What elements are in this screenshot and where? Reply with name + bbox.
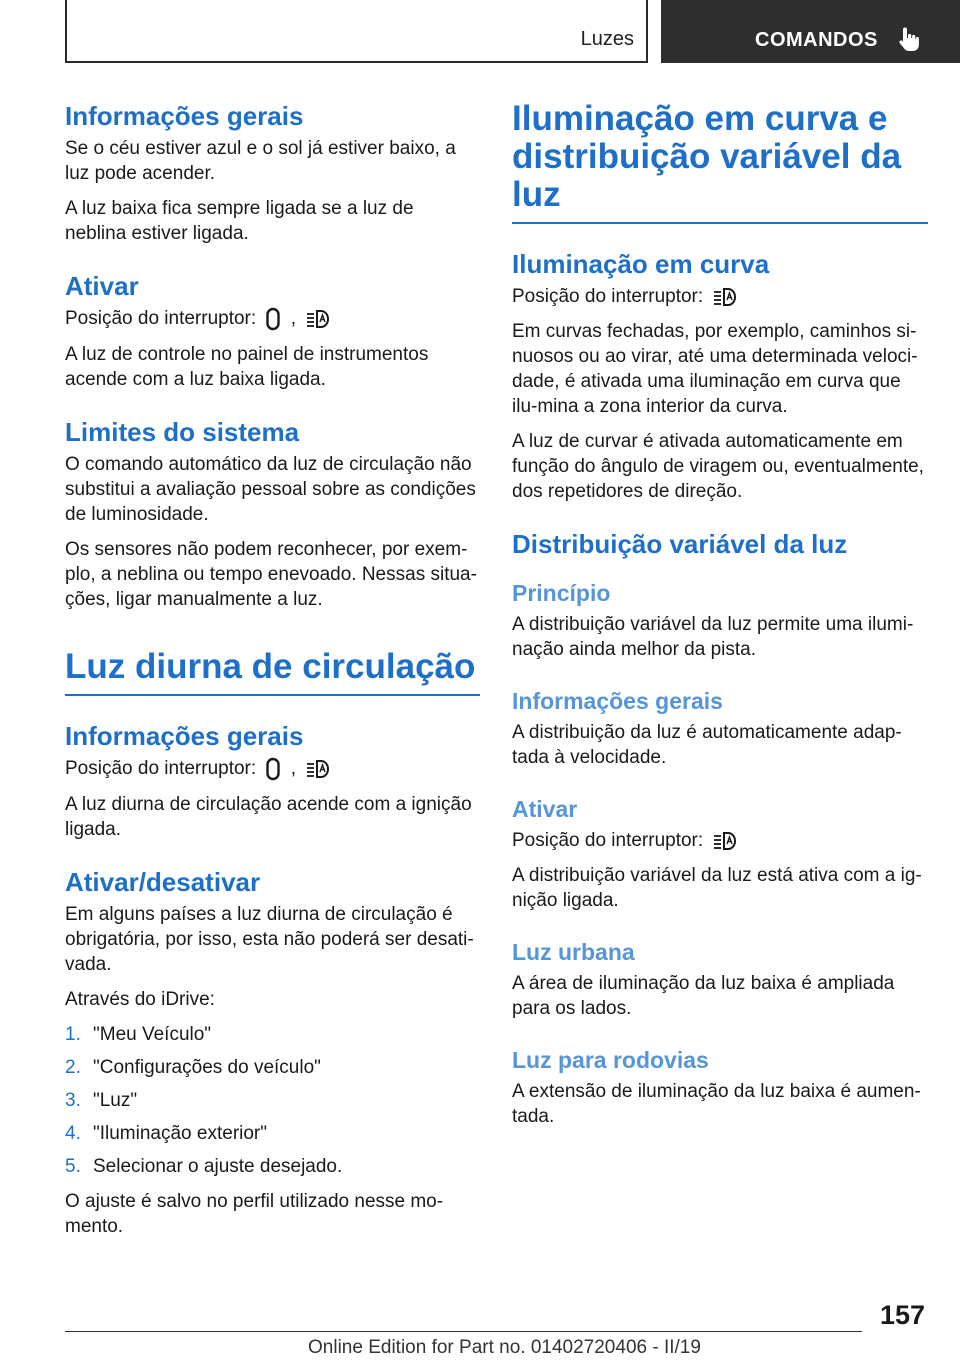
heading-system-limits: Limites do sistema	[65, 417, 300, 447]
auto-headlight-icon	[712, 829, 738, 853]
spacer	[512, 780, 928, 794]
auto-headlight-icon	[305, 757, 331, 781]
parking-light-icon	[265, 306, 281, 332]
paragraph: Em alguns países a luz diurna de circulação é obrigatória, por isso, esta não poderá ser desati-vada.	[65, 904, 474, 975]
paragraph: A luz diurna de circulação acende com a ignição ligada.	[65, 794, 472, 840]
spacer	[512, 514, 928, 528]
auto-headlight-icon	[305, 307, 331, 331]
spacer	[512, 1031, 928, 1045]
spacer	[65, 256, 480, 270]
heading-cornering-light: Iluminação em curva	[512, 249, 770, 279]
step-number: 3.	[65, 1090, 81, 1111]
paragraph-switch-position	[512, 284, 928, 309]
idrive-steps-list	[65, 1022, 480, 1179]
spacer	[512, 672, 928, 686]
header-section-title: Luzes	[580, 28, 634, 50]
switch-position-label: Posição do interruptor:	[65, 308, 257, 330]
step-number: 1.	[65, 1024, 81, 1045]
icon-separator: ,	[290, 308, 297, 330]
spacer	[512, 564, 928, 578]
paragraph: Se o céu estiver azul e o sol já estiver baixo, a luz pode acender.	[65, 138, 456, 184]
paragraph-switch-position	[65, 306, 480, 332]
switch-position-label: Posição do interruptor:	[65, 758, 257, 780]
heading-dist-info: Informações gerais	[512, 688, 723, 714]
paragraph: A luz de controle no painel de instrumentos acende com a luz baixa ligada.	[65, 344, 429, 390]
spacer	[65, 402, 480, 416]
heading-dist-activate: Ativar	[512, 796, 578, 822]
heading-highway-light: Luz para rodovias	[512, 1047, 709, 1073]
heading-drl-info: Informações gerais	[65, 721, 304, 751]
header-chapter-tab	[661, 0, 960, 63]
spacer	[65, 622, 480, 648]
page-number: 157	[880, 1300, 926, 1330]
left-column	[65, 100, 480, 1249]
heading-daytime-running-light: Luz diurna de circulação	[65, 648, 480, 696]
list-item	[65, 1121, 480, 1146]
step-text: "Configurações do veículo"	[93, 1057, 321, 1078]
paragraph-switch-position	[65, 756, 480, 782]
header-section-box	[65, 0, 648, 63]
heading-activate-deactivate: Ativar/desativar	[65, 867, 261, 897]
step-text: Selecionar o ajuste desejado.	[93, 1156, 343, 1177]
step-number: 2.	[65, 1057, 81, 1078]
pointing-hand-icon	[897, 26, 921, 52]
footer-edition-text: Online Edition for Part no. 01402720406 - II/19	[308, 1337, 701, 1358]
paragraph-switch-position	[512, 828, 928, 853]
heading-variable-light-distribution: Distribuição variável da luz	[512, 529, 848, 559]
heading-urban-light: Luz urbana	[512, 939, 635, 965]
paragraph: Através do iDrive:	[65, 989, 215, 1010]
list-item	[65, 1055, 480, 1080]
switch-position-label: Posição do interruptor:	[512, 830, 704, 851]
paragraph: A extensão de iluminação da luz baixa é aumen-tada.	[512, 1081, 921, 1127]
paragraph: A área de iluminação da luz baixa é ampliada para os lados.	[512, 973, 895, 1019]
paragraph: O comando automático da luz de circulação não substitui a avaliação pessoal sobre as condições de luminosidade.	[65, 454, 476, 525]
step-text: "Luz"	[93, 1090, 138, 1111]
heading-cornering-light-variable-distribution: Iluminação em curva e distribuição variável da luz	[512, 100, 928, 224]
paragraph: Os sensores não podem reconhecer, por exem-plo, a neblina ou tempo enevoado. Nessas situa-ções, ligar manualmente a luz.	[65, 539, 477, 610]
step-text: "Iluminação exterior"	[93, 1123, 268, 1144]
heading-info-general: Informações gerais	[65, 101, 304, 131]
header-chapter-label: COMANDOS	[755, 29, 878, 51]
parking-light-icon	[265, 756, 281, 782]
list-item	[65, 1022, 480, 1047]
footer-divider	[65, 1331, 862, 1332]
step-text: "Meu Veículo"	[93, 1024, 212, 1045]
paragraph: Em curvas fechadas, por exemplo, caminhos si-nuosos ou ao virar, até uma determinada veloci-dade, é ativada uma iluminação em curva que ilu-mina a zona interior da curva.	[512, 321, 918, 417]
icon-separator: ,	[290, 758, 297, 780]
paragraph: A luz baixa fica sempre ligada se a luz de neblina estiver ligada.	[65, 198, 414, 244]
heading-activate: Ativar	[65, 271, 139, 301]
switch-position-label: Posição do interruptor:	[512, 286, 704, 307]
list-item	[65, 1154, 480, 1179]
spacer	[512, 923, 928, 937]
right-column	[512, 100, 928, 1139]
paragraph: A distribuição variável da luz permite uma ilumi-nação ainda melhor da pista.	[512, 614, 914, 660]
auto-headlight-icon	[712, 285, 738, 309]
step-number: 4.	[65, 1123, 81, 1144]
paragraph: A distribuição da luz é automaticamente adap-tada à velocidade.	[512, 722, 902, 768]
spacer	[65, 852, 480, 866]
step-number: 5.	[65, 1156, 81, 1177]
paragraph: O ajuste é salvo no perfil utilizado nesse mo-mento.	[65, 1191, 444, 1237]
heading-principle: Princípio	[512, 580, 611, 606]
paragraph: A luz de curvar é ativada automaticamente em função do ângulo de viragem ou, eventualmente, dos repetidores de direção.	[512, 431, 924, 502]
list-item	[65, 1088, 480, 1113]
paragraph: A distribuição variável da luz está ativa com a ig-nição ligada.	[512, 865, 922, 911]
